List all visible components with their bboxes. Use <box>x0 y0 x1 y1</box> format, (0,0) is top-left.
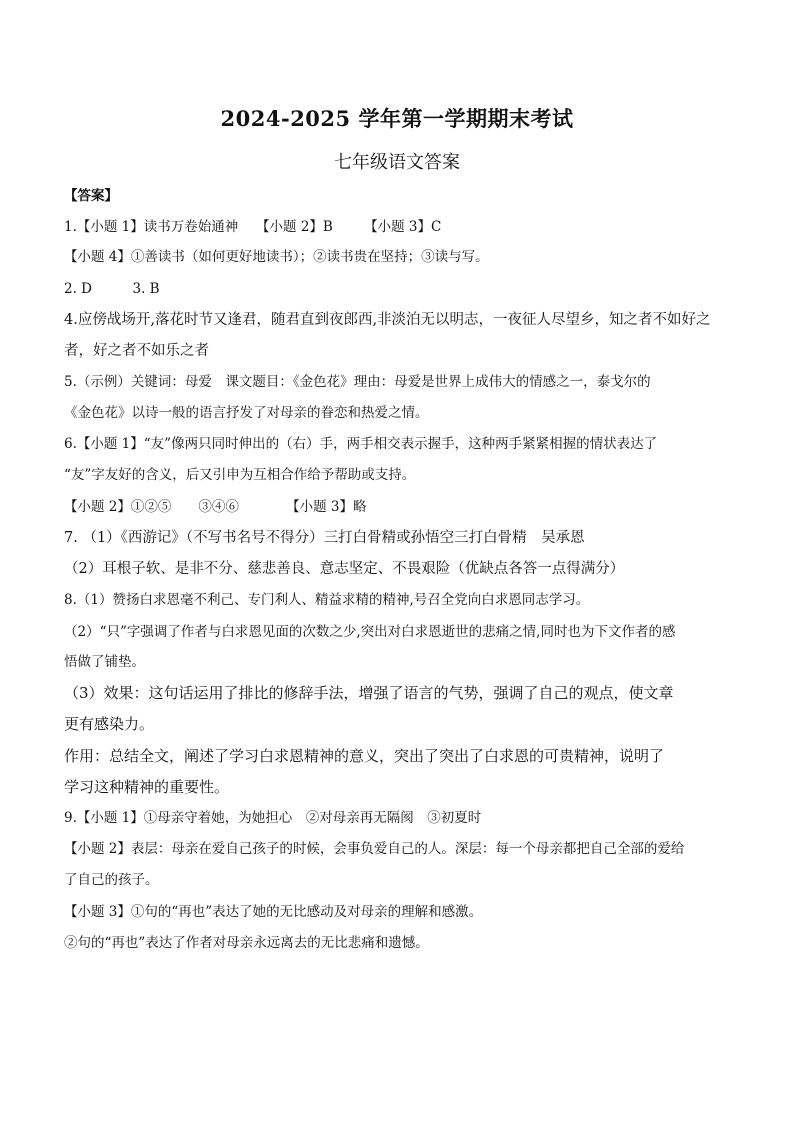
answer-line: 1.【小题 1】读书万卷始通神 【小题 2】B 【小题 3】C <box>64 219 442 235</box>
answer-line: 6.【小题 1】“友”像两只同时伸出的（右）手，两手相交表示握手，这种两手紧紧相握的情状表达了 <box>64 436 658 452</box>
answer-line: （2）“只”字强调了作者与白求恩见面的次数之少,突出对白求恩逝世的悲痛之情,同时也为下文作者的感 <box>64 624 676 640</box>
answer-line: 【小题 2】①②⑤ ③④⑥ 【小题 3】略 <box>64 499 367 515</box>
answer-line: 作用：总结全文，阐述了学习白求恩精神的意义，突出了突出了白求恩的可贵精神，说明了 <box>64 747 665 765</box>
answer-line: 【小题 4】①善读书（如何更好地读书）；②读书贵在坚持；③读与写。 <box>64 249 489 265</box>
answer-line: （2）耳根子软、是非不分、慈悲善良、意志坚定、不畏艰险（优缺点各答一点得满分） <box>64 561 625 577</box>
answer-line: 4.应傍战场开,落花时节又逢君，随君直到夜郎西,非淡泊无以明志，一夜征人尽望乡，知之者不如好之 <box>64 312 711 328</box>
page-subtitle: 七年级语文答案 <box>334 152 460 173</box>
answer-line: 《金色花》以诗一般的语言抒发了对母亲的眷恋和热爱之情。 <box>64 405 429 421</box>
answer-section-label: 【答案】 <box>64 188 118 204</box>
answer-line: 者，好之者不如乐之者 <box>64 343 209 359</box>
answer-line: “友”字友好的含义，后又引申为互相合作给予帮助或支持。 <box>64 467 416 483</box>
answer-line: 2. D 3. B <box>64 281 160 297</box>
answer-line: 了自己的孩子。 <box>64 872 159 888</box>
answer-line: 【小题 3】①句的“再也”表达了她的无比感动及对母亲的理解和感激。 <box>64 904 483 920</box>
answer-line: 悟做了铺垫。 <box>64 654 145 670</box>
answer-line: 5.（示例）关键词：母爱 课文题目：《金色花》理由：母爱是世界上成伟大的情感之一，泰戈尔的 <box>64 374 651 390</box>
page-title: 2024-2025 学年第一学期期末考试 <box>220 106 574 131</box>
answer-line: 9.【小题 1】①母亲守着她，为她担心 ②对母亲再无隔阂 ③初夏时 <box>64 810 482 826</box>
answer-line: 【小题 2】表层：母亲在爱自己孩子的时候，会事负爱自己的人。深层：每一个母亲都把自己全部的爱给 <box>64 841 685 857</box>
answer-line: 7. （1）《西游记》（不写书名号不得分）三打白骨精或孙悟空三打白骨精 吴承恩 <box>64 530 585 546</box>
answer-line: （3）效果：这句话运用了排比的修辞手法，增强了语言的气势，强调了自己的观点，使文章 <box>64 684 674 702</box>
answer-line: 更有感染力。 <box>64 715 155 733</box>
answer-line: 8.（1）赞扬白求恩毫不利己、专门利人、精益求精的精神,号召全党向白求恩同志学习。 <box>64 592 590 608</box>
answer-line: 学习这种精神的重要性。 <box>64 778 230 796</box>
answer-line: ②句的“再也”表达了作者对母亲永远离去的无比悲痛和遗憾。 <box>64 935 429 951</box>
